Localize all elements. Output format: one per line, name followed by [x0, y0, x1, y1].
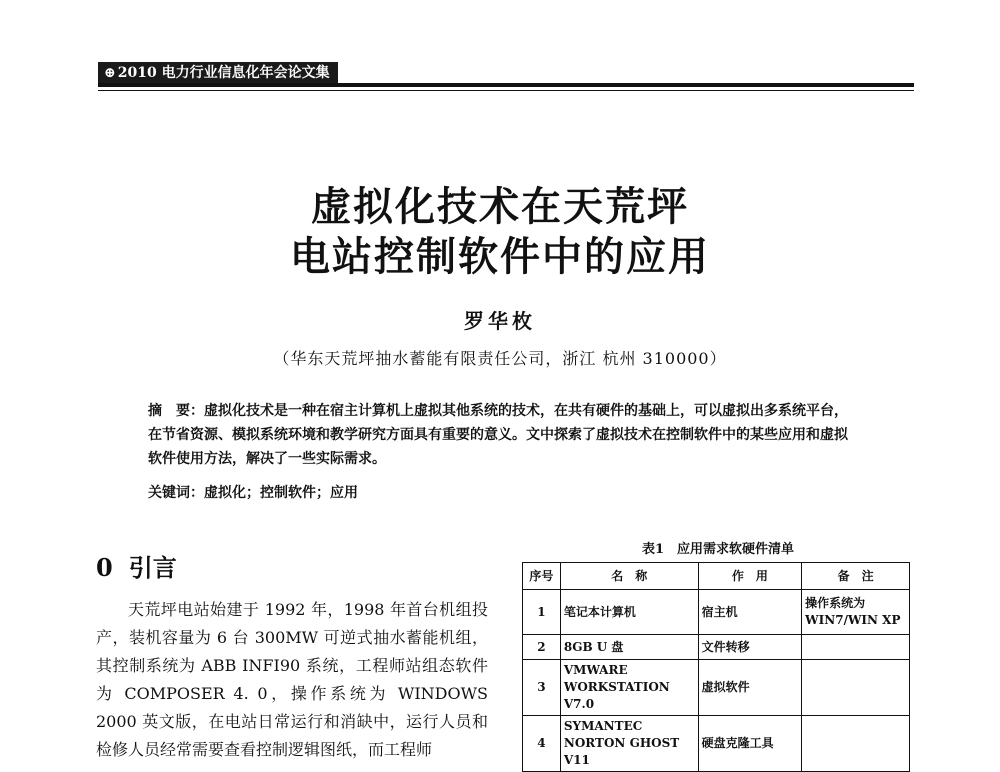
table-header-cell: 名 称	[560, 563, 698, 590]
paper-title-line-2: 电站控制软件中的应用	[290, 233, 710, 280]
table-cell-no: 1	[523, 590, 561, 635]
table-header-cell: 作 用	[698, 563, 801, 590]
abstract-label: 摘 要：	[148, 403, 204, 419]
section-number: 0	[96, 553, 113, 582]
header-rule-thin	[98, 90, 914, 91]
table-caption: 表1 应用需求软硬件清单	[641, 542, 795, 557]
section-heading	[96, 548, 177, 583]
table-cell-name: 8GB U 盘	[560, 635, 698, 660]
paper-affiliation: （华东天荒坪抽水蓄能有限责任公司，浙江 杭州 310000）	[273, 349, 727, 368]
table-header-row	[523, 563, 910, 590]
table-cell-name: VMWARE WORKSTATION V7.0	[560, 660, 698, 716]
table-cell-use: 硬盘克隆工具	[698, 716, 801, 772]
table-cell-use: 虚拟软件	[698, 660, 801, 716]
journal-name: 2010 电力行业信息化年会论文集	[117, 65, 330, 81]
table-cell-note	[802, 716, 910, 772]
table-row	[523, 635, 910, 660]
table-cell-use: 文件转移	[698, 635, 801, 660]
table-header-cell: 序号	[523, 563, 561, 590]
abstract	[148, 399, 848, 471]
paper-title-line-1: 虚拟化技术在天荒坪	[311, 183, 689, 230]
journal-logo-icon: ⊕	[104, 65, 116, 81]
section-title: 引言	[128, 553, 177, 582]
header-rule	[98, 83, 914, 87]
table-row	[523, 660, 910, 716]
table-cell-use: 宿主机	[698, 590, 801, 635]
table-cell-note	[802, 660, 910, 716]
table-cell-no: 3	[523, 660, 561, 716]
table-cell-note	[802, 635, 910, 660]
journal-header-tag	[98, 62, 338, 84]
keywords-text: 虚拟化；控制软件；应用	[204, 485, 358, 501]
table-cell-no: 4	[523, 716, 561, 772]
table-cell-note: 操作系统为 WIN7/WIN XP	[802, 590, 910, 635]
table-row	[523, 590, 910, 635]
table-cell-name: 笔记本计算机	[560, 590, 698, 635]
paper-author: 罗华枚	[464, 309, 536, 333]
table-row	[523, 716, 910, 772]
table-cell-name: SYMANTEC NORTON GHOST V11	[560, 716, 698, 772]
section-body-text: 天荒坪电站始建于 1992 年，1998 年首台机组投产，装机容量为 6 台 300MW 可逆式抽水蓄能机组，其控制系统为 ABB INFI90 系统，工程师站组态软件为 COMPOSER 4. 0，操作系统为 WINDOWS 2000 英文版，在电站日常运行和消缺中，运行人员和检修人员经常需要查看控制逻辑图纸，而工程师	[96, 600, 488, 759]
abstract-text: 虚拟化技术是一种在宿主计算机上虚拟其他系统的技术，在共有硬件的基础上，可以虚拟出多系统平台，在节省资源、模拟系统环境和教学研究方面具有重要的意义。文中探索了虚拟技术在控制软件中的某些应用和虚拟软件使用方法，解决了一些实际需求。	[148, 403, 848, 467]
keywords	[148, 481, 848, 505]
keywords-label: 关键词：	[148, 485, 204, 501]
table-header-cell: 备 注	[802, 563, 910, 590]
requirements-table	[522, 562, 910, 772]
table-cell-no: 2	[523, 635, 561, 660]
